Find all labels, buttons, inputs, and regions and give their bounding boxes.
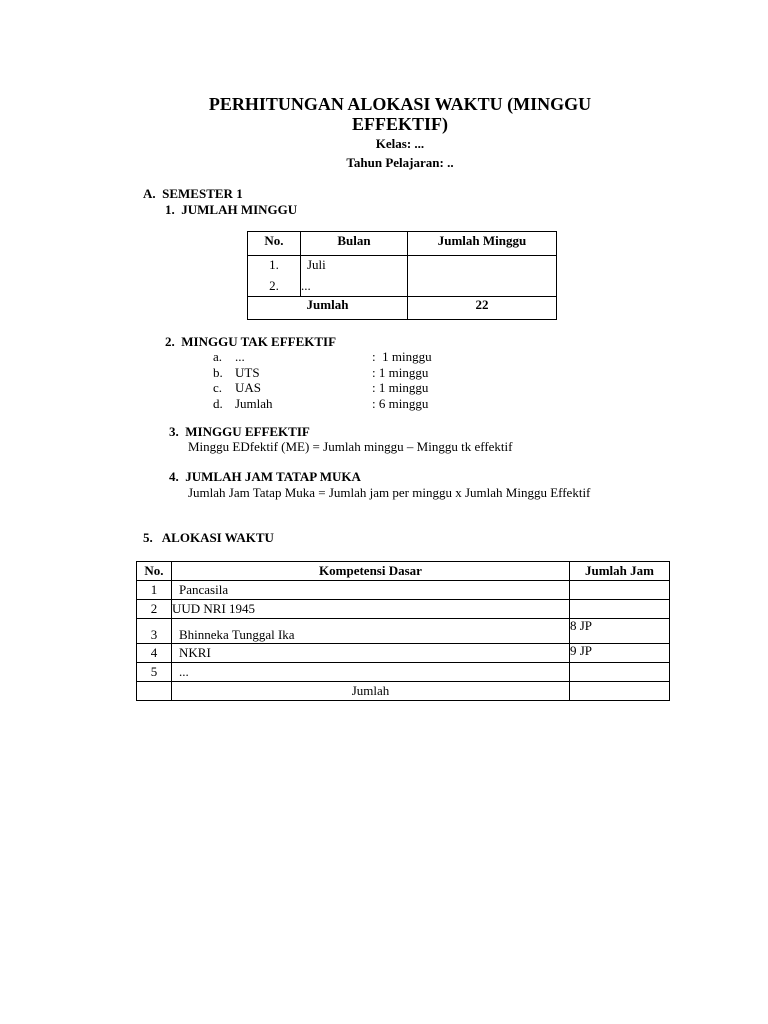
kelas-label: Kelas: ... xyxy=(375,136,425,151)
total-jam-cell xyxy=(570,682,670,701)
alokasi-waktu-heading: 5. ALOKASI WAKTU xyxy=(143,530,274,545)
item-letter: b. xyxy=(213,364,223,380)
section-a-heading: A. SEMESTER 1 xyxy=(143,186,243,201)
row-no: 1. xyxy=(269,257,279,272)
item-value: : 1 minggu xyxy=(372,380,429,395)
header-jumlah-minggu: Jumlah Minggu xyxy=(408,232,557,256)
table-header-row xyxy=(248,232,557,256)
total-label: Jumlah xyxy=(172,682,570,701)
row-no: 2. xyxy=(269,278,279,293)
minggu-effektif-heading: 3. MINGGU EFFEKTIF xyxy=(169,424,310,439)
no-cell xyxy=(248,256,301,297)
jam-tatap-muka-heading: 4. JUMLAH JAM TATAP MUKA xyxy=(169,469,361,484)
row-bulan: ... xyxy=(301,278,311,293)
row-jam xyxy=(570,581,670,600)
row-no: 5 xyxy=(137,663,172,682)
table-row xyxy=(137,644,670,663)
row-no: 4 xyxy=(137,644,172,663)
table-row xyxy=(248,256,557,297)
jumlah-minggu-cell xyxy=(408,256,557,297)
header-kompetensi-dasar: Kompetensi Dasar xyxy=(172,562,570,581)
table-row xyxy=(137,663,670,682)
jam-tatap-muka-formula: Jumlah Jam Tatap Muka = Jumlah jam per minggu x Jumlah Minggu Effektif xyxy=(188,485,591,500)
table-total-row xyxy=(248,297,557,320)
row-kd: ... xyxy=(172,663,570,682)
table-row xyxy=(137,619,670,644)
row-kd: Pancasila xyxy=(172,581,570,600)
bulan-cell xyxy=(301,256,408,297)
header-bulan: Bulan xyxy=(301,232,408,256)
alokasi-waktu-table xyxy=(136,561,670,701)
row-jam: 9 JP xyxy=(570,644,670,663)
item-label: ... xyxy=(235,349,245,364)
total-no-cell xyxy=(137,682,172,701)
item-value: : 6 minggu xyxy=(372,395,429,411)
row-kd: Bhinneka Tunggal Ika xyxy=(172,619,570,644)
total-label: Jumlah xyxy=(248,297,408,320)
table-row xyxy=(137,581,670,600)
item-value: : 1 minggu xyxy=(372,364,429,380)
row-no: 2 xyxy=(137,600,172,619)
item-value: : 1 minggu xyxy=(372,349,432,364)
item-letter: c. xyxy=(213,380,223,395)
jumlah-minggu-table xyxy=(247,231,557,320)
header-no: No. xyxy=(248,232,301,256)
total-value: 22 xyxy=(408,297,557,320)
table-header-row xyxy=(137,562,670,581)
title-line-1: PERHITUNGAN ALOKASI WAKTU (MINGGU xyxy=(208,94,592,114)
item-label: UAS xyxy=(235,380,262,395)
jumlah-minggu-heading: 1. JUMLAH MINGGU xyxy=(165,202,298,217)
table-row xyxy=(137,600,670,619)
header-jumlah-jam: Jumlah Jam xyxy=(570,562,670,581)
document-title xyxy=(0,94,768,134)
title-line-2: EFFEKTIF) xyxy=(351,114,448,134)
row-jam xyxy=(570,600,670,619)
row-kd: NKRI xyxy=(172,644,570,663)
row-bulan: Juli xyxy=(307,257,326,272)
row-jam: 8 JP xyxy=(570,619,670,644)
item-label: Jumlah xyxy=(235,395,273,411)
item-letter: a. xyxy=(213,349,223,364)
header-no: No. xyxy=(137,562,172,581)
table-total-row xyxy=(137,682,670,701)
item-letter: d. xyxy=(213,395,223,411)
minggu-effektif-formula: Minggu EDfektif (ME) = Jumlah minggu – Minggu tk effektif xyxy=(188,439,513,454)
minggu-tak-effektif-heading: 2. MINGGU TAK EFFEKTIF xyxy=(165,334,337,349)
item-label: UTS xyxy=(235,364,260,380)
row-no: 3 xyxy=(137,619,172,644)
tahun-pelajaran-label: Tahun Pelajaran: .. xyxy=(346,155,454,170)
row-kd: UUD NRI 1945 xyxy=(172,600,570,619)
row-jam xyxy=(570,663,670,682)
row-no: 1 xyxy=(137,581,172,600)
